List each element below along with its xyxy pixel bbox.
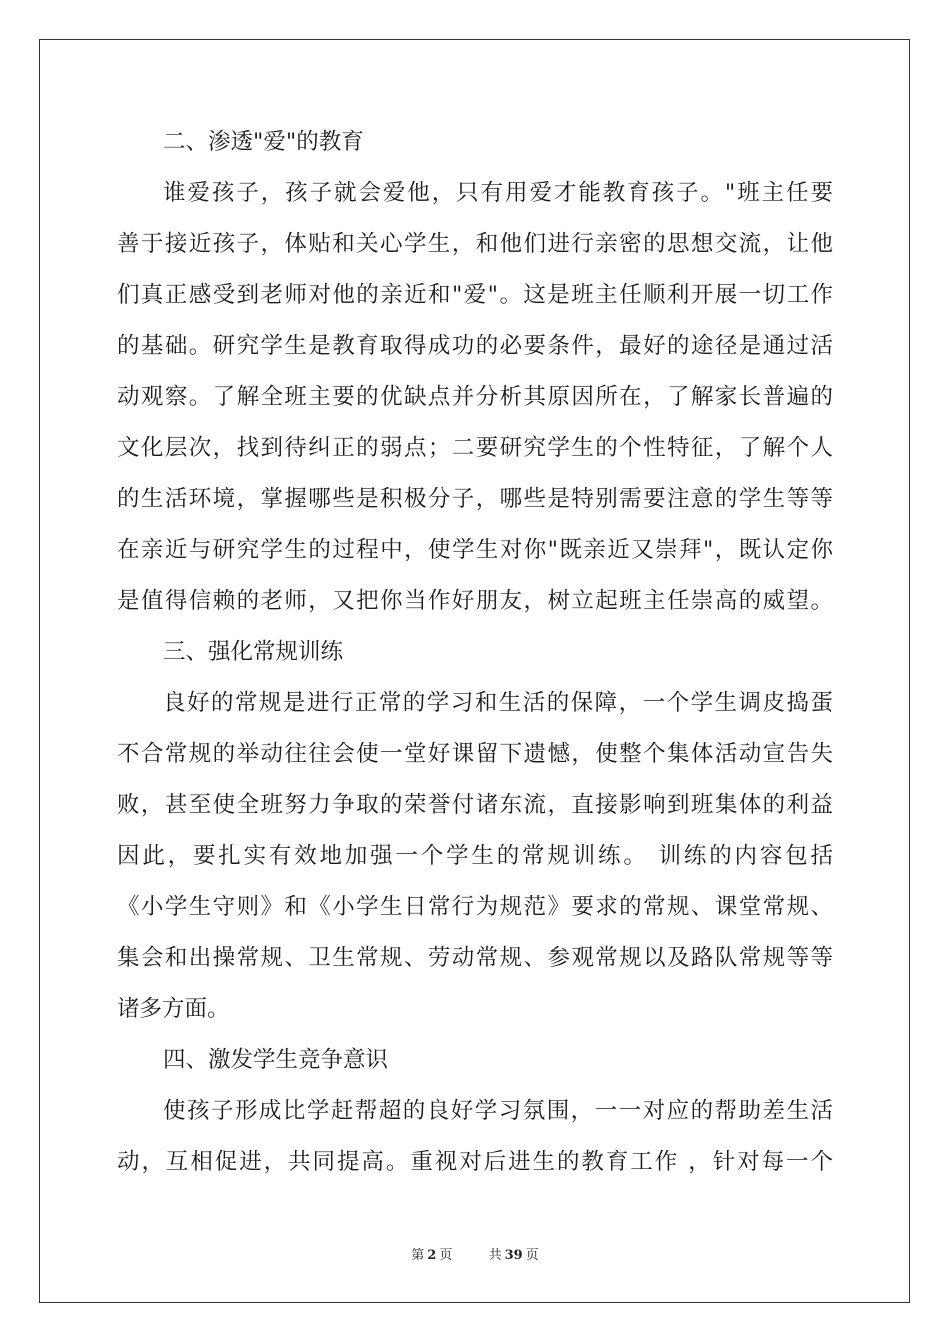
paragraph-line: [117, 678, 833, 729]
paragraph-line: [117, 321, 833, 372]
line-text: 《小学生守则》和《小学生日常行为规范》要求的常规、课堂常规、: [117, 894, 833, 920]
line-text: 的生活环境，掌握哪些是积极分子，哪些是特别需要注意的学生等等: [117, 486, 833, 512]
paragraph-line: [117, 372, 833, 423]
paragraph-line: [117, 882, 833, 933]
line-text: 善于接近孩子，体贴和关心学生，和他们进行亲密的思想交流，让他: [117, 231, 833, 257]
paragraph-line: [117, 423, 833, 474]
page-footer: [0, 1244, 950, 1263]
total-indicator: [483, 1248, 545, 1263]
page-indicator: [405, 1248, 458, 1263]
line-text: 在亲近与研究学生的过程中，使学生对你"既亲近又崇拜"，既认定你: [117, 537, 833, 563]
line-text: 动观察。了解全班主要的优缺点并分析其原因所在，了解家长普遍的: [117, 384, 833, 410]
line-text: 的基础。研究学生是教育取得成功的必要条件，最好的途径是通过活: [117, 333, 833, 359]
paragraph-line: [117, 219, 833, 270]
line-text: 动，互相促进，共同提高。重视对后进生的教育工作 ，针对每一个: [117, 1149, 833, 1175]
total-number: 39: [504, 1248, 523, 1263]
section-heading-3: 三、强化常规训练: [163, 639, 344, 665]
paragraph-line: [117, 525, 833, 576]
document-body: [117, 117, 833, 1188]
paragraph-line: [117, 474, 833, 525]
line-text: 集会和出操常规、卫生常规、劳动常规、参观常规以及路队常规等等: [117, 945, 833, 971]
total-unit: 页: [525, 1248, 539, 1263]
paragraph-line: [117, 576, 833, 627]
line-text: 因此，要扎实有效地加强一个学生的常规训练。 训练的内容包括: [117, 843, 833, 869]
section-heading-4: 四、激发学生竞争意识: [163, 1047, 389, 1073]
paragraph-line: [117, 1137, 833, 1188]
line-text: 不合常规的举动往往会使一堂好课留下遗憾，使整个集体活动宣告失: [117, 741, 833, 767]
page-prefix: 第: [411, 1248, 425, 1263]
paragraph-line: [117, 933, 833, 984]
line-text: 使孩子形成比学赶帮超的良好学习氛围，一一对应的帮助差生活: [163, 1098, 833, 1124]
paragraph-line: [117, 270, 833, 321]
page-unit: 页: [439, 1248, 453, 1263]
paragraph-line: 诸多方面。: [117, 996, 230, 1022]
line-text: 是值得信赖的老师，又把你当作好朋友，树立起班主任崇高的威望。: [117, 588, 833, 614]
paragraph-line: [117, 168, 833, 219]
line-text: 文化层次，找到待纠正的弱点；二要研究学生的个性特征，了解个人: [117, 435, 833, 461]
section-heading-2: 二、渗透"爱"的教育: [163, 129, 364, 155]
line-text: 们真正感受到老师对他的亲近和"爱"。这是班主任顺利开展一切工作: [117, 282, 833, 308]
line-text: 败，甚至使全班努力争取的荣誉付诸东流，直接影响到班集体的利益: [117, 792, 833, 818]
page-number: 2: [427, 1248, 437, 1263]
total-prefix: 共: [488, 1248, 502, 1263]
paragraph-line: [117, 831, 833, 882]
line-text: 良好的常规是进行正常的学习和生活的保障，一个学生调皮捣蛋: [163, 690, 833, 716]
paragraph-line: [117, 1086, 833, 1137]
paragraph-line: [117, 780, 833, 831]
line-text: 谁爱孩子，孩子就会爱他，只有用爱才能教育孩子。"班主任要: [163, 180, 833, 206]
paragraph-line: [117, 729, 833, 780]
